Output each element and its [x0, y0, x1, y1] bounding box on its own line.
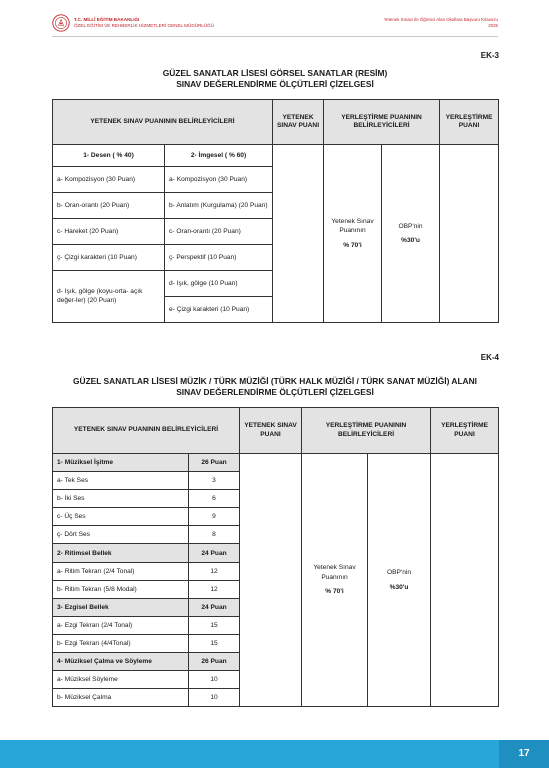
ek3-table [52, 99, 499, 323]
ek3-title-line2: SINAV DEĞERLENDİRME ÖLÇÜTLERİ ÇİZELGESİ [176, 79, 374, 89]
ek3-subheader-row [53, 145, 499, 167]
ek4-criterion-label: a- Tek Ses [53, 472, 189, 490]
ek4-criterion-score: 9 [189, 508, 240, 526]
ek3-right-cell: a- Kompozisyon (30 Puan) [165, 167, 273, 193]
ek4-criterion-label: a- Müziksel Söyleme [53, 671, 189, 689]
ek3-factor-obp [382, 145, 440, 323]
ek4-criterion-label: b- Müziksel Çalma [53, 689, 189, 707]
ek4-header-placement-score: YERLEŞTİRME PUANI [431, 408, 499, 454]
ek3-right-cell: ç- Perspektif (10 Puan) [165, 245, 273, 271]
ek4-title-line1: GÜZEL SANATLAR LİSESİ MÜZİK / TÜRK MÜZİĞİ (TÜRK HALK MÜZİĞİ / TÜRK SANAT MÜZİĞİ) ALANI [73, 376, 477, 386]
ek3-factor-obp-pct: %30'u [401, 237, 420, 244]
ministry-line1: T.C. MİLLÎ EĞİTİM BAKANLIĞI [74, 17, 140, 22]
header-divider [52, 36, 498, 37]
ek4-criterion-score: 26 Puan [189, 653, 240, 671]
ek3-left-cell: a- Kompozisyon (30 Puan) [53, 167, 165, 193]
ek3-header-placement-factors: YERLEŞTİRME PUANININ BELİRLEYİCİLERİ [324, 100, 440, 145]
ek4-factor-yetenek-pct: % 70'i [325, 588, 344, 596]
ek3-header-exam-score: YETENEK SINAV PUANI [273, 100, 324, 145]
ek3-col1-title: 1- Desen ( % 40) [53, 145, 165, 167]
ek4-factor-obp [368, 454, 431, 707]
ek4-factor-yetenek [302, 454, 368, 707]
ek4-header-exam-score: YETENEK SINAV PUANI [240, 408, 302, 454]
ek3-left-cell: b- Oran-orantı (20 Puan) [53, 193, 165, 219]
ek4-criterion-score: 8 [189, 526, 240, 544]
ek4-criterion-score: 12 [189, 562, 240, 580]
ek3-left-cell: c- Hareket (20 Puan) [53, 219, 165, 245]
ek4-criterion-label: 3- Ezgisel Bellek [53, 598, 189, 616]
ministry-name [74, 17, 214, 29]
document-title-line1: Yetenek Sınavı ile Öğrenci Alan Okullara Başvuru Kılavuzu [383, 17, 498, 22]
table-row [53, 454, 499, 472]
ek4-criterion-label: b- Ritim Tekrarı (5/8 Modal) [53, 580, 189, 598]
ek4-criterion-score: 3 [189, 472, 240, 490]
ek3-title [52, 68, 498, 90]
page-header [52, 14, 498, 34]
ek4-criterion-label: b- Ezgi Tekrarı (4/4Tonal) [53, 634, 189, 652]
ek4-criterion-label: c- Üç Ses [53, 508, 189, 526]
ek4-criterion-label: a- Ritim Tekrarı (2/4 Tonal) [53, 562, 189, 580]
ek4-factor-obp-text: OBP'nin [387, 569, 412, 577]
ek4-criterion-label: 2- Ritimsel Bellek [53, 544, 189, 562]
ek4-table [52, 407, 499, 707]
ek4-criterion-label: ç- Dört Ses [53, 526, 189, 544]
ek3-left-cell: ç- Çizgi karakteri (10 Puan) [53, 245, 165, 271]
ek4-criterion-label: a- Ezgi Tekrarı (2/4 Tonal) [53, 616, 189, 634]
ek4-title [52, 376, 498, 398]
ek4-header-row [53, 408, 499, 454]
ek4-criterion-score: 24 Puan [189, 544, 240, 562]
ek3-right-cell: c- Oran-orantı (20 Puan) [165, 219, 273, 245]
meb-logo-icon [52, 14, 70, 32]
ek4-criterion-score: 15 [189, 634, 240, 652]
ek3-right-cell: d- Işık, gölge (10 Puan) [165, 271, 273, 297]
ek4-placement-score-cell [431, 454, 499, 707]
ek4-factor-obp-pct: %30'u [389, 583, 409, 591]
ministry-line2: ÖZEL EĞİTİM VE REHBERLİK HİZMETLERİ GENEL MÜDÜRLÜĞÜ [74, 23, 215, 28]
ek4-criterion-score: 12 [189, 580, 240, 598]
ek4-criterion-score: 6 [189, 490, 240, 508]
footer-bar [0, 740, 549, 768]
ek4-criterion-score: 24 Puan [189, 598, 240, 616]
ek4-header-placement-factors: YERLEŞTİRME PUANININ BELİRLEYİCİLERİ [302, 408, 431, 454]
ek3-factor-obp-text: OBP'nin [398, 222, 423, 230]
ek4-label: EK-4 [480, 353, 499, 362]
ek3-factor-yetenek-pct: % 70'i [343, 241, 362, 249]
ek4-title-line2: SINAV DEĞERLENDİRME ÖLÇÜTLERİ ÇİZELGESİ [176, 387, 374, 397]
ek4-criterion-score: 10 [189, 671, 240, 689]
ek4-header-criteria: YETENEK SINAV PUANININ BELİRLEYİCİLERİ [53, 408, 240, 454]
ek4-criterion-score: 10 [189, 689, 240, 707]
ek4-criterion-score: 26 Puan [189, 454, 240, 472]
ek4-exam-score-cell [240, 454, 302, 707]
ek3-header-row [53, 100, 499, 145]
ek3-factor-yetenek [324, 145, 382, 323]
ek3-right-cell: b- Anlatım (Kurgulama) (20 Puan) [165, 193, 273, 219]
ek3-label: EK-3 [480, 51, 499, 60]
ek3-left-cell: d- Işık, gölge (koyu-orta- açık değer-ler) (20 Puan) [53, 271, 165, 323]
ek3-exam-score-cell [273, 145, 324, 323]
ek4-criterion-score: 15 [189, 616, 240, 634]
ek4-criterion-label: 1- Müziksel İşitme [53, 454, 189, 472]
ek3-header-criteria: YETENEK SINAV PUANININ BELİRLEYİCİLERİ [53, 100, 273, 145]
ek4-factor-yetenek-text: Yetenek Sınav Puanının [313, 564, 356, 581]
ek3-placement-score-cell [440, 145, 499, 323]
ek3-right-cell: e- Çizgi karakteri (10 Puan) [165, 297, 273, 323]
ek4-criterion-label: 4- Müziksel Çalma ve Söyleme [53, 653, 189, 671]
ek3-col2-title: 2- İmgesel ( % 60) [165, 145, 273, 167]
ek3-title-line1: GÜZEL SANATLAR LİSESİ GÖRSEL SANATLAR (RESİM) [162, 68, 388, 78]
ek4-criterion-label: b- İki Ses [53, 490, 189, 508]
document-title [384, 17, 498, 29]
ek3-header-placement-score: YERLEŞTİRME PUANI [440, 100, 499, 145]
page-number: 17 [518, 748, 530, 759]
ek3-factor-yetenek-text: Yetenek Sınav Puanının [331, 217, 374, 235]
document-title-line2: 2025 [488, 23, 498, 28]
